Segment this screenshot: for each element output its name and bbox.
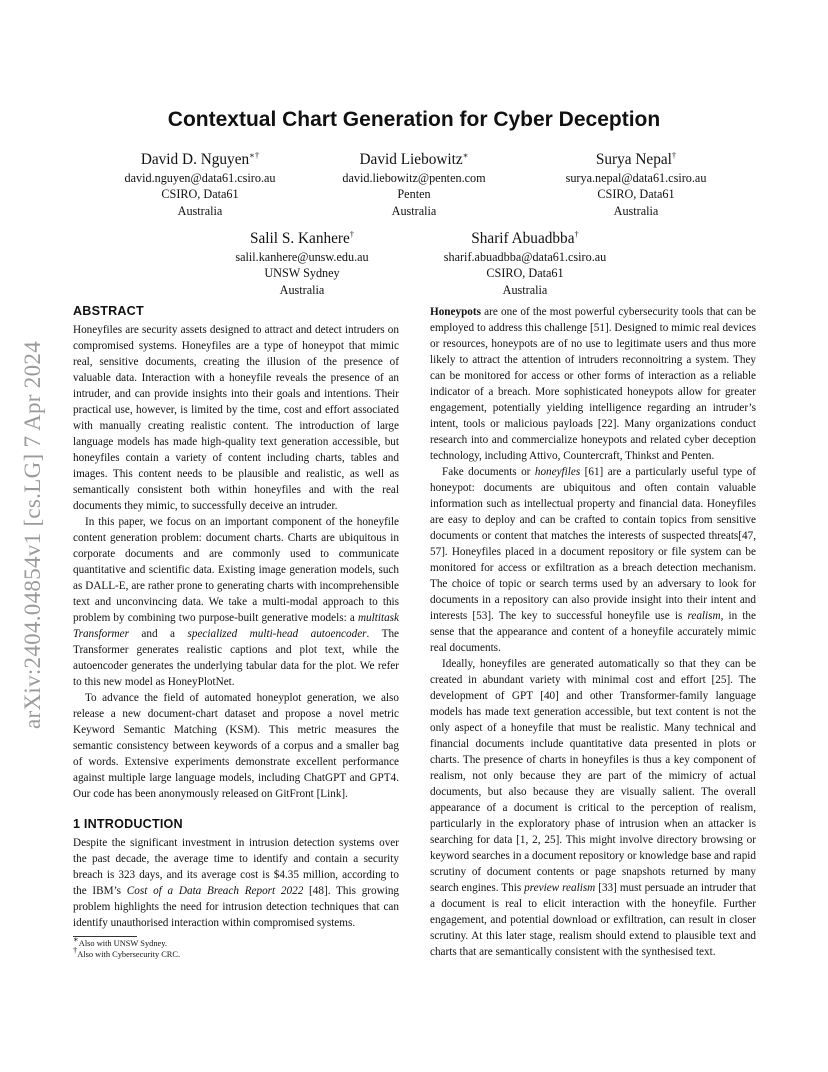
body-paragraph: Honeypots are one of the most powerful cybersecurity tools that can be employed to address this challenge [51]. Designed to mimic real devices or resources, honeypots are of no use to legitimate users and thus more likely to attract the attention of intruders reconnoitring a system. They can be monitored for access or other forms of interaction as a reliable indicator of a breach. More sophisticated honeypots allow for greater engagement, potentially yielding intelligence regarding an intruder’s intent, tools or malicious payloads [22]. Many organizations conduct research into and commercialize honeypots and related cyber deception technology, including Attivo, Countercraft, Thinkst and Penten. bbox=[430, 306, 756, 462]
author-block bbox=[304, 150, 524, 219]
author-marks: ∗† bbox=[249, 149, 260, 160]
author-email: surya.nepal@data61.csiro.au bbox=[565, 171, 707, 185]
author-email: salil.kanhere@unsw.edu.au bbox=[235, 250, 369, 264]
abstract-heading: ABSTRACT bbox=[73, 304, 144, 318]
left-column bbox=[73, 303, 399, 931]
author-block bbox=[415, 229, 635, 298]
introduction-paragraph: Despite the significant investment in intrusion detection systems over the past decade, the average time to identify and contain a security breach is 323 days, and its average cost is $4.35 million, according to the IBM’s Cost of a Data Breach Report 2022 [48]. This growing problem highlights the need for intrusion detection techniques that can identify unauthorised interaction within compromised systems. bbox=[73, 837, 400, 929]
body-paragraph: Ideally, honeyfiles are generated automatically so that they can be created in abundant variety with minimal cost and effort [25]. The development of GPT [40] and other Transformer-family language models has made text generation accessible, but text content is not the only aspect of a honeyfile that must be realistic. Many technical and financial documents include quantitative data presented in plots or charts. The presence of charts in honeyfiles is thus a key component of realism, not only because they are part of the mimicry of actual documents, but also because they are visually salient. The overall appearance of a document is critical to the perception of realism, particularly in the exploratory phase of intrusion when an attacker is searching for data [1, 2, 25]. This might involve directory browsing or keyword searches in a document repository or knowledge base and rapid scrutiny of document contents or page snapshots returned by many search engines. This preview realism [33] must persuade an intruder that a document is real to elicit interaction with the honeyfile. Further engagement, and potential download or exfiltration, can result in closer scrutiny. At this later stage, realism should extend to plausible text and charts that are semantically consistent with the synthesised text. bbox=[430, 658, 756, 958]
author-affiliation: CSIRO, Data61 bbox=[486, 266, 564, 281]
author-affiliation: CSIRO, Data61 bbox=[597, 187, 675, 202]
right-column bbox=[430, 304, 756, 960]
author-affiliation: CSIRO, Data61 bbox=[161, 187, 239, 202]
author-country: Australia bbox=[502, 282, 548, 297]
introduction-heading: 1 INTRODUCTION bbox=[73, 817, 183, 831]
author-marks: † bbox=[671, 149, 677, 160]
footnote: ∗Also with UNSW Sydney. bbox=[73, 934, 167, 948]
author-name: Salil S. Kanhere bbox=[249, 230, 350, 247]
body-paragraph: Fake documents or honeyfiles [61] are a particularly useful type of honeypot: documents are ubiquitous and often contain valuable information such as intellectual property and financial data. Honeyfiles are easy to deploy and can be crafted to contain topics from sensitive documents or content that matches the interests of suspected threats[47, 57]. Honeyfiles placed in a document repository or file system can be monitored for access or exfiltration as a breach detection mechanism. The choice of topic or search terms used by an adversary to look for documents in a repository can also provide insight into their intent and interests [53]. The key to successful honeyfile use is realism, in the sense that the appearance and content of a honeyfile accurately mimic real documents. bbox=[430, 466, 756, 654]
author-name: Surya Nepal bbox=[595, 151, 672, 168]
author-affiliation: UNSW Sydney bbox=[264, 266, 340, 281]
author-country: Australia bbox=[613, 203, 659, 218]
author-name: David D. Nguyen bbox=[140, 151, 250, 168]
author-country: Australia bbox=[279, 282, 325, 297]
abstract-paragraph: Honeyfiles are security assets designed to attract and detect intruders on compromised systems. Honeyfiles are a type of honeypot that mimic real, sensitive documents, creating the illusion of the presence of valuable data. Interaction with a honeyfile reveals the presence of an intruder, and can provide insights into their goals and intentions. Their practical use, however, is limited by the time, cost and effort associated with manually creating realistic content. The introduction of large language models has made high-quality text generation accessible, but honeyfiles contain a variety of content including charts, tables and images. This content needs to be plausible and realistic, as well as semantically consistent both within honeyfiles and with the real documents they mimic, to successfully deceive an intruder. bbox=[73, 324, 399, 512]
author-country: Australia bbox=[177, 203, 223, 218]
author-email: sharif.abuadbba@data61.csiro.au bbox=[443, 250, 607, 264]
author-block bbox=[90, 150, 310, 219]
abstract-paragraph: To advance the field of automated honeyplot generation, we also release a new document-chart dataset and propose a novel metric Keyword Semantic Matching (KSM). This metric measures the semantic consistency between keywords of a corpus and a smaller bag of words. Extensive experiments demonstrate excellent performance against multiple large language models, including ChatGPT and GPT4. Our code has been anonymously released on GitFront [Link]. bbox=[73, 692, 399, 800]
author-email: david.nguyen@data61.csiro.au bbox=[124, 171, 276, 185]
footnote-rule bbox=[73, 936, 137, 937]
author-block bbox=[192, 229, 412, 298]
author-name: David Liebowitz bbox=[359, 151, 463, 168]
author-name: Sharif Abuadbba bbox=[471, 230, 575, 247]
author-marks: † bbox=[574, 228, 579, 239]
arxiv-identifier-text: arXiv:2404.04854v1 [cs.LG] 7 Apr 2024 bbox=[20, 341, 45, 729]
author-affiliation: Penten bbox=[397, 187, 431, 202]
paper-title: Contextual Chart Generation for Cyber Deception bbox=[167, 108, 661, 131]
author-email: david.liebowitz@penten.com bbox=[342, 171, 486, 185]
arxiv-identifier bbox=[20, 290, 46, 780]
footnote: †Also with Cybersecurity CRC. bbox=[73, 945, 181, 959]
abstract-paragraph: In this paper, we focus on an important component of the honeyfile content generation problem: document charts. Charts are ubiquitous in corporate documents and are commonly used to communicate quantitative and scientific data. Existing image generation models, such as DALL-E, are rather prone to generating charts with incomprehensible text and unconvincing data. We take a multi-modal approach to this problem by combining two purpose-built generative models: a multitask Transformer and a specialized multi-head autoencoder. The Transformer generates realistic captions and plot text, while the autoencoder generates the underlying tabular data for the plot. We refer to this new model as HoneyPlotNet. bbox=[73, 516, 400, 688]
author-marks: ∗ bbox=[462, 149, 469, 160]
author-marks: † bbox=[349, 228, 355, 239]
author-block bbox=[526, 150, 746, 219]
author-country: Australia bbox=[391, 203, 437, 218]
